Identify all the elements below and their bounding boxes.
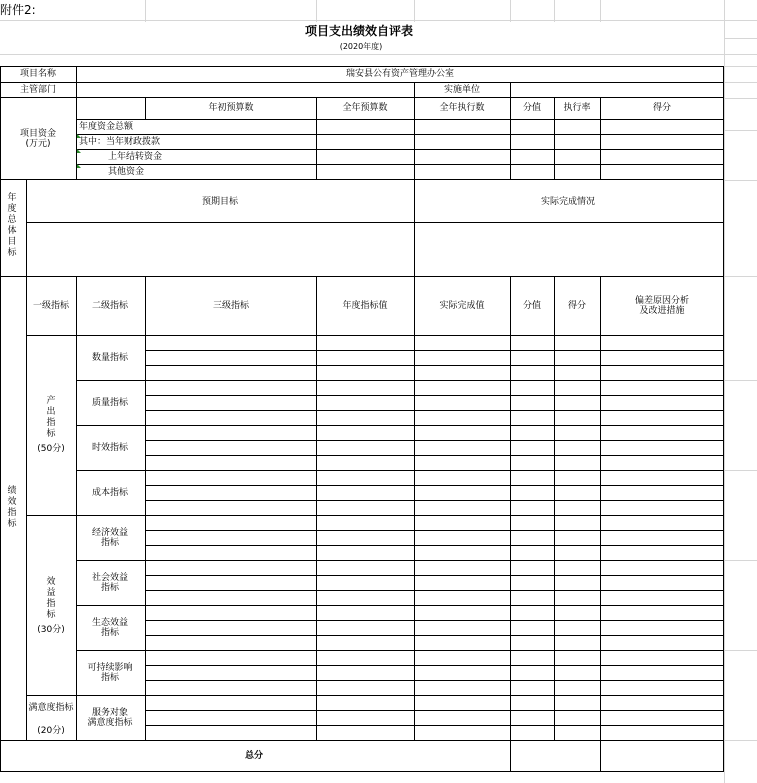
header-score: 得分 <box>567 301 587 311</box>
funds-header-executed: 全年执行数 <box>439 103 485 113</box>
header-level2: 二级指标 <box>91 301 129 311</box>
indicator-row-line <box>145 350 724 351</box>
total-score-label: 总分 <box>244 751 264 761</box>
indicator-row-line <box>145 590 724 591</box>
quantity-indicator: 数量指标 <box>91 353 129 363</box>
benefit-indicators-label: 效益指标 <box>46 577 56 620</box>
indicator-row-line <box>145 455 724 456</box>
indicator-row-line <box>145 635 724 636</box>
indicator-row-line <box>145 575 724 576</box>
indicator-row-line <box>145 620 724 621</box>
indicator-row-line <box>145 440 724 441</box>
impl-unit-label: 实施单位 <box>443 85 481 95</box>
funds-header-initial-budget: 年初预算数 <box>208 103 254 113</box>
performance-indicators-label: 绩效指标 <box>7 486 17 529</box>
funds-row-carryover: 上年结转资金 <box>108 152 163 162</box>
output-indicators-score: (50分) <box>37 444 65 454</box>
indicator-row-line <box>145 485 724 486</box>
funds-header-score: 得分 <box>652 103 672 113</box>
ecological-benefit-indicator: 生态效益 指标 <box>91 618 129 638</box>
header-points: 分值 <box>522 301 542 311</box>
timeliness-indicator: 时效指标 <box>91 443 129 453</box>
cost-indicator: 成本指标 <box>91 488 129 498</box>
funds-row-fiscal: 其中：当年财政拨款 <box>79 137 161 147</box>
indicator-row-line <box>145 365 724 366</box>
header-target-value: 年度指标值 <box>342 301 388 311</box>
form-title: 项目支出绩效自评表 <box>304 24 414 38</box>
funds-label: 项目资金 (万元) <box>19 129 57 149</box>
funds-row-other: 其他资金 <box>108 167 145 177</box>
cell-note-marker <box>77 149 81 153</box>
actual-completion-header: 实际完成情况 <box>540 197 596 207</box>
header-level1: 一级指标 <box>32 301 70 311</box>
header-deviation-analysis: 偏差原因分析 及改进措施 <box>634 296 690 316</box>
annual-goals-label: 年度总体目标 <box>7 193 17 258</box>
service-satisfaction-indicator: 服务对象 满意度指标 <box>87 708 133 728</box>
indicator-row-line <box>145 725 724 726</box>
project-name-value: 瑞安县公有资产管理办公室 <box>345 69 455 79</box>
funds-header-points: 分值 <box>522 103 542 113</box>
benefit-indicators-score: (30分) <box>37 625 65 635</box>
indicator-row-line <box>145 710 724 711</box>
attachment-label: 附件2: <box>0 3 36 17</box>
form-subtitle: (2020年度) <box>339 42 383 51</box>
header-level3: 三级指标 <box>212 301 250 311</box>
expected-goals-header: 预期目标 <box>201 197 239 207</box>
social-benefit-indicator: 社会效益 指标 <box>91 573 129 593</box>
indicator-row-line <box>145 410 724 411</box>
dept-label: 主管部门 <box>19 85 57 95</box>
project-name-label: 项目名称 <box>19 69 57 79</box>
quality-indicator: 质量指标 <box>91 398 129 408</box>
output-indicators-label: 产出指标 <box>46 396 56 439</box>
sustainable-impact-indicator: 可持续影响 指标 <box>87 663 133 683</box>
satisfaction-indicators-label: 满意度指标 <box>28 703 74 713</box>
header-actual-value: 实际完成值 <box>439 301 485 311</box>
indicator-row-line <box>145 395 724 396</box>
indicator-row-line <box>145 680 724 681</box>
indicator-row-line <box>145 530 724 531</box>
indicator-row-line <box>145 500 724 501</box>
funds-header-exec-rate: 执行率 <box>563 103 591 113</box>
satisfaction-indicators-score: (20分) <box>37 726 65 736</box>
cell-note-marker <box>77 164 81 168</box>
funds-row-total: 年度资金总额 <box>79 122 134 132</box>
indicator-row-line <box>145 665 724 666</box>
funds-header-annual-budget: 全年预算数 <box>342 103 388 113</box>
indicator-row-line <box>145 545 724 546</box>
economic-benefit-indicator: 经济效益 指标 <box>91 528 129 548</box>
